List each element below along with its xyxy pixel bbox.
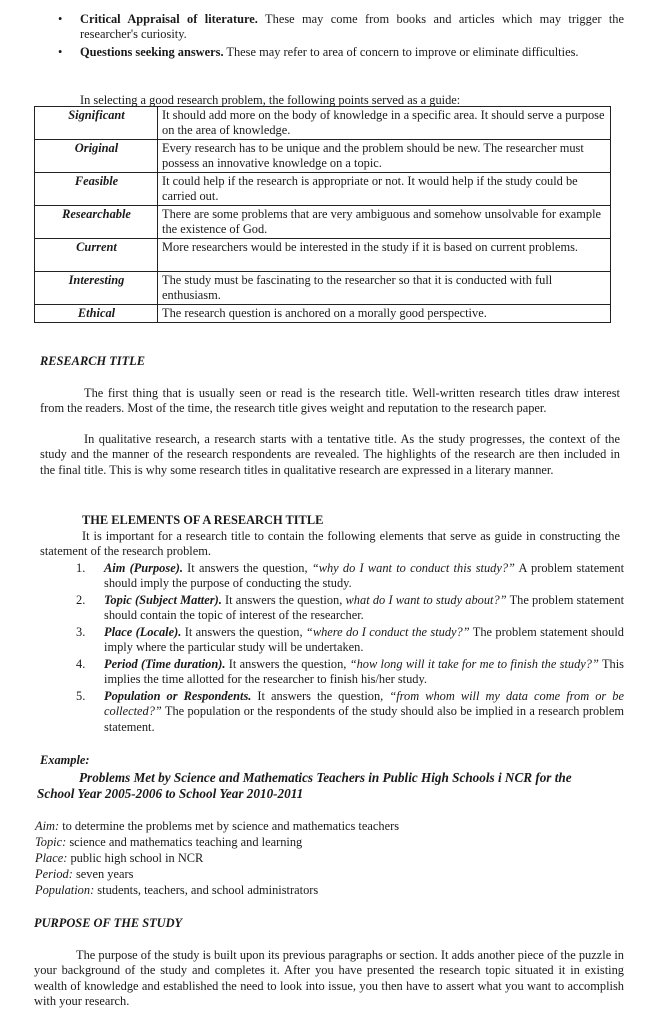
guide-term: Ethical [35, 305, 158, 323]
bullet-dot-icon: • [58, 45, 63, 59]
list-post: This implies the time allotted for the researcher to finish his/her study. [104, 657, 624, 687]
field-value: science and mathematics teaching and learning [66, 835, 303, 849]
example-field [35, 819, 399, 834]
guide-table [34, 106, 611, 323]
list-label: Topic (Subject Matter). [104, 593, 222, 607]
list-number: 3. [76, 625, 86, 639]
field-key: Population: [35, 883, 95, 897]
field-value: students, teachers, and school administrators [94, 883, 319, 897]
table-row [35, 206, 611, 239]
list-pre: It answers the question, [182, 561, 312, 575]
guide-term: Current [35, 239, 158, 272]
example-field [35, 867, 133, 882]
list-number: 2. [76, 593, 86, 607]
list-pre: It answers the question, [181, 625, 306, 639]
guide-desc: Every research has to be unique and the problem should be new. The researcher must possess an innovative knowledge on a topic. [158, 140, 611, 173]
bullet-label: Critical Appraisal of literature. [80, 12, 258, 26]
bullet-label: Questions seeking answers. [80, 45, 224, 59]
list-number: 4. [76, 657, 86, 671]
list-post: The population or the respondents of the study should also be implied in a research problem statement. [104, 704, 624, 734]
paragraph: It is important for a research title to contain the following elements that serve as guide in constructing the statement of the research problem. [40, 529, 620, 559]
bullet-text: These may come from books and articles which may trigger the researcher's curiosity. [80, 12, 624, 42]
example-label: Example: [40, 753, 90, 767]
section-heading: THE ELEMENTS OF A RESEARCH TITLE [82, 513, 324, 527]
list-question: “where do I conduct the study?” [305, 625, 470, 639]
table-row [35, 272, 611, 305]
field-key: Topic: [35, 835, 67, 849]
field-value: to determine the problems met by science and mathematics teachers [59, 819, 400, 833]
list-post: A problem statement should imply the purpose of conducting the study. [104, 561, 625, 591]
guide-term: Feasible [35, 173, 158, 206]
section-heading: RESEARCH TITLE [40, 354, 146, 368]
paragraph: The purpose of the study is built upon its previous paragraphs or section. It adds another piece of the puzzle in your background of the study and completes it. After you have presented the research topic situated it in existing wealth of knowledge and established the need to look into issue, you then have to assert what you want to accomplish with your research. [34, 948, 624, 1009]
list-pre: It answers the question, [251, 689, 390, 703]
table-row [35, 173, 611, 206]
field-key: Aim: [35, 819, 60, 833]
list-pre: It answers the question, [221, 593, 346, 607]
list-number: 5. [76, 689, 86, 703]
guide-desc: There are some problems that are very ambiguous and somehow unsolvable for example the existence of God. [158, 206, 611, 239]
example-field [35, 883, 318, 898]
example-title-line2: School Year 2005-2006 to School Year 2010-2011 [37, 786, 304, 801]
table-row [35, 140, 611, 173]
guide-desc: The study must be fascinating to the researcher so that it is conducted with full enthusiasm. [158, 272, 611, 305]
list-label: Period (Time duration). [104, 657, 226, 671]
list-question: “from whom will my data come from or be collected?” [104, 689, 624, 719]
table-row [35, 239, 611, 272]
example-field [35, 851, 203, 866]
paragraph: In qualitative research, a research starts with a tentative title. As the study progresses, the context of the study and the manner of the research respondents are revealed. The highlights of the research are then included in the final title. This is why some research titles in qualitative research are expressed in a literary manner. [40, 432, 620, 477]
guide-desc: More researchers would be interested in the study if it is based on current problems. [158, 239, 611, 272]
example-title-line1: Problems Met by Science and Mathematics Teachers in Public High Schools i NCR for the [79, 770, 572, 785]
guide-term: Original [35, 140, 158, 173]
section-heading: PURPOSE OF THE STUDY [34, 916, 183, 930]
guide-desc: It should add more on the body of knowledge in a specific area. It should serve a purpose on the area of knowledge. [158, 107, 611, 140]
list-pre: It answers the question, [225, 657, 350, 671]
paragraph: The first thing that is usually seen or read is the research title. Well-written research titles draw interest from the readers. Most of the time, the research title gives weight and reputation to the research paper. [40, 386, 620, 416]
example-field [35, 835, 302, 850]
bullet-dot-icon: • [58, 12, 63, 26]
list-label: Place (Locale). [104, 625, 182, 639]
guide-desc: The research question is anchored on a morally good perspective. [158, 305, 611, 323]
bullet-text: These may refer to area of concern to improve or eliminate difficulties. [223, 45, 579, 59]
list-label: Population or Respondents. [104, 689, 252, 703]
list-label: Aim (Purpose). [104, 561, 183, 575]
table-row [35, 305, 611, 323]
guide-desc: It could help if the research is appropriate or not. It would help if the study could be carried out. [158, 173, 611, 206]
guide-term: Significant [35, 107, 158, 140]
list-question: what do I want to study about?” [345, 593, 507, 607]
list-question: “how long will it take for me to finish the study?” [349, 657, 599, 671]
field-value: seven years [72, 867, 134, 881]
guide-term: Researchable [35, 206, 158, 239]
list-number: 1. [76, 561, 86, 575]
list-post: The problem statement should imply where the particular study will be undertaken. [104, 625, 624, 655]
field-key: Place: [35, 851, 68, 865]
list-post: The problem statement should contain the topic of interest of the researcher. [104, 593, 625, 623]
field-value: public high school in NCR [67, 851, 204, 865]
guide-intro: In selecting a good research problem, the following points served as a guide: [80, 93, 461, 107]
guide-term: Interesting [35, 272, 158, 305]
list-question: “why do I want to conduct this study?” [311, 561, 515, 575]
field-key: Period: [35, 867, 73, 881]
table-row [35, 107, 611, 140]
